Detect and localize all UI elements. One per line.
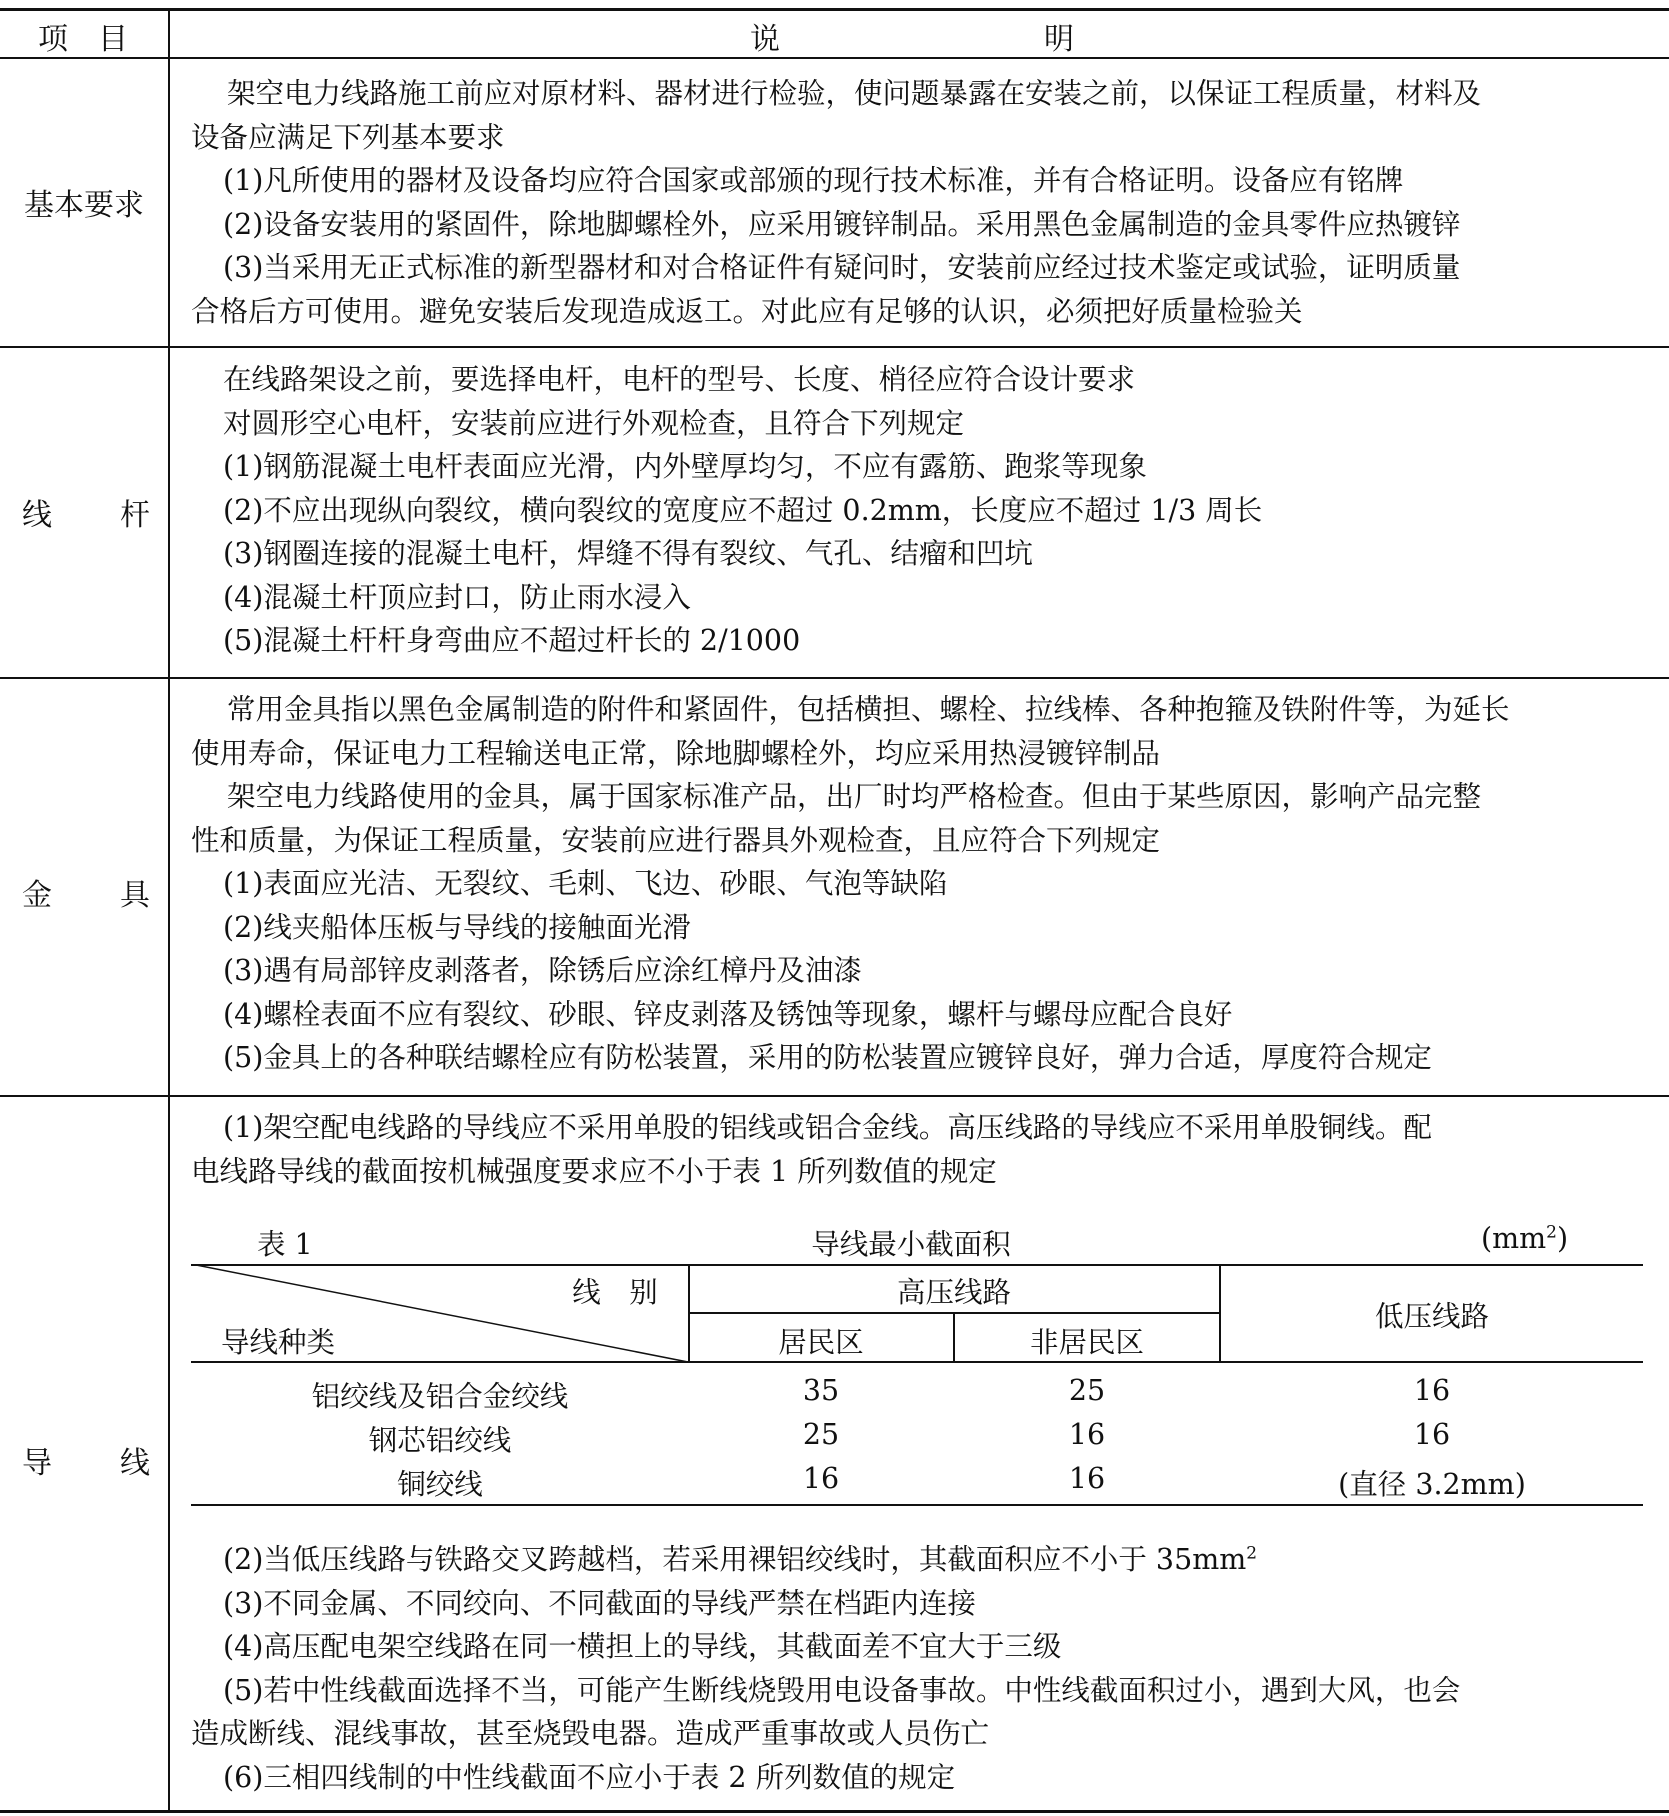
table-cell-value: (直径 3.2mm) [1338, 1468, 1526, 1501]
text-line: 性和质量，为保证工程质量，安装前应进行器具外观检查，且应符合下列规定 [191, 823, 1161, 857]
row-label-basic-text: 基本要求 [24, 188, 144, 223]
header-desc-2: 明 [1044, 22, 1074, 57]
text-line: (2)不应出现纵向裂纹，横向裂纹的宽度应不超过 0.2mm，长度应不超过 1/3 周长 [223, 493, 1263, 527]
row-content-conductor-top [191, 1106, 1651, 1193]
text-line: (2)当低压线路与铁路交叉跨越档，若采用裸铝绞线时，其截面积应不小于 $35mm^2$ [223, 1543, 1258, 1576]
table-cell-value: 35 [802, 1374, 840, 1407]
table-caption-unit: $(mm^2)$ [1481, 1222, 1569, 1255]
text-line: 电线路导线的截面按机械强度要求应不小于表 1 所列数值的规定 [191, 1154, 997, 1188]
bottom-rule [0, 1810, 1669, 1813]
table-cell-value: 16 [1068, 1418, 1106, 1451]
table-1 [191, 1208, 1643, 1508]
text-line: (3)钢圈连接的混凝土电杆，焊缝不得有裂纹、气孔、结瘤和凹坑 [223, 537, 1033, 570]
row-label-pole-2: 杆 [120, 498, 150, 533]
row-label-fittings-1: 金 [22, 878, 52, 913]
text-line: (4)混凝土杆顶应封口，防止雨水浸入 [223, 580, 691, 614]
table-header-lv: 低压线路 [1374, 1300, 1489, 1333]
text-line: 设备应满足下列基本要求 [191, 120, 505, 154]
row-content-conductor-bottom [191, 1538, 1651, 1799]
table-cell-value: 16 [1413, 1418, 1451, 1451]
table-cell-value: 16 [802, 1462, 840, 1495]
table-cell-value: 16 [1413, 1374, 1451, 1407]
table-caption-number: 表 1 [257, 1228, 313, 1261]
text-line: 架空电力线路使用的金具，属于国家标准产品，出厂时均严格检查。但由于某些原因，影响产品完整 [227, 780, 1482, 813]
row-divider-1 [0, 346, 1669, 348]
text-line: 使用寿命，保证电力工程输送电正常，除地脚螺栓外，均应采用热浸镀锌制品 [191, 736, 1161, 770]
text-line: (4)螺栓表面不应有裂纹、砂眼、锌皮剥落及锈蚀等现象，螺杆与螺母应配合良好 [223, 997, 1233, 1031]
text-line: (5)金具上的各种联结螺栓应有防松装置，采用的防松装置应镀锌良好，弹力合适，厚度符合规定 [223, 1041, 1432, 1074]
text-line: (2)设备安装用的紧固件，除地脚螺栓外，应采用镀锌制品。采用黑色金属制造的金具零件应热镀锌 [223, 207, 1461, 241]
text-line: 合格后方可使用。避免安装后发现造成返工。对此应有足够的认识，必须把好质量检验关 [191, 294, 1303, 328]
text-line: 常用金具指以黑色金属制造的附件和紧固件，包括横担、螺栓、拉线棒、各种抱箍及铁附件等，为延长 [227, 693, 1510, 726]
text-line: (5)混凝土杆杆身弯曲应不超过杆长的 2/1000 [223, 624, 801, 657]
table-cell-type: 铜绞线 [397, 1468, 483, 1501]
text-line: 在线路架设之前，要选择电杆，电杆的型号、长度、梢径应符合设计要求 [223, 363, 1136, 396]
text-line: (3)不同金属、不同绞向、不同截面的导线严禁在档距内连接 [223, 1586, 976, 1620]
text-line: (6)三相四线制的中性线截面不应小于表 2 所列数值的规定 [223, 1760, 956, 1794]
row-content-basic [191, 72, 1651, 333]
text-line: (4)高压配电架空线路在同一横担上的导线，其截面差不宜大于三级 [223, 1630, 1062, 1663]
table-corner-top: 线 别 [572, 1276, 658, 1309]
text-line: (1)钢筋混凝土电杆表面应光滑，内外壁厚均匀，不应有露筋、跑浆等现象 [223, 450, 1147, 483]
text-line: (5)若中性线截面选择不当，可能产生断线烧毁用电设备事故。中性线截面积过小，遇到大风，也会 [223, 1673, 1461, 1707]
table-caption-title: 导线最小截面积 [811, 1228, 1011, 1261]
header-item: 项 目 [38, 22, 128, 57]
top-rule [0, 8, 1669, 11]
text-line: 架空电力线路施工前应对原材料、器材进行检验，使问题暴露在安装之前，以保证工程质量，材料及 [227, 77, 1482, 110]
text-line: (3)当采用无正式标准的新型器材和对合格证件有疑问时，安装前应经过技术鉴定或试验，证明质量 [223, 251, 1461, 284]
table-cell-type: 铝绞线及铝合金绞线 [311, 1380, 569, 1413]
text-line: (1)表面应光洁、无裂纹、毛刺、飞边、砂眼、气泡等缺陷 [223, 867, 948, 900]
row-label-conductor-1: 导 [22, 1446, 52, 1481]
text-line: 造成断线、混线事故，甚至烧毁电器。造成严重事故或人员伤亡 [191, 1717, 990, 1750]
text-line: (3)遇有局部锌皮剥落者，除锈后应涂红樟丹及油漆 [223, 954, 862, 987]
text-line: (1)架空配电线路的导线应不采用单股的铝线或铝合金线。高压线路的导线应不采用单股铜线。配 [223, 1111, 1432, 1144]
row-divider-2 [0, 677, 1669, 679]
table-header-hv-res: 居民区 [778, 1326, 864, 1359]
row-content-fittings [191, 688, 1651, 1080]
text-line: (1)凡所使用的器材及设备均应符合国家或部颁的现行技术标准，并有合格证明。设备应有铭牌 [223, 164, 1404, 197]
row-label-fittings-2: 具 [120, 878, 150, 913]
table-header-hv-nonres: 非居民区 [1029, 1326, 1144, 1359]
header-rule [0, 57, 1669, 59]
text-line: 对圆形空心电杆，安装前应进行外观检查，且符合下列规定 [223, 406, 965, 440]
row-divider-3 [0, 1095, 1669, 1097]
table-cell-value: 25 [802, 1418, 840, 1451]
table-cell-type: 钢芯铝绞线 [368, 1424, 512, 1457]
row-label-pole-1: 线 [22, 498, 52, 533]
table-bottom-rule [191, 1504, 1643, 1506]
row-content-pole [191, 358, 1651, 663]
table-cell-value: 16 [1068, 1462, 1106, 1495]
column-divider [168, 8, 170, 1813]
table-header-hv: 高压线路 [896, 1276, 1011, 1309]
row-label-conductor-2: 线 [120, 1446, 150, 1481]
table-corner-bottom: 导线种类 [221, 1326, 336, 1359]
header-desc-1: 说 [750, 22, 780, 57]
text-line: (2)线夹船体压板与导线的接触面光滑 [223, 910, 691, 944]
table-cell-value: 25 [1068, 1374, 1106, 1407]
